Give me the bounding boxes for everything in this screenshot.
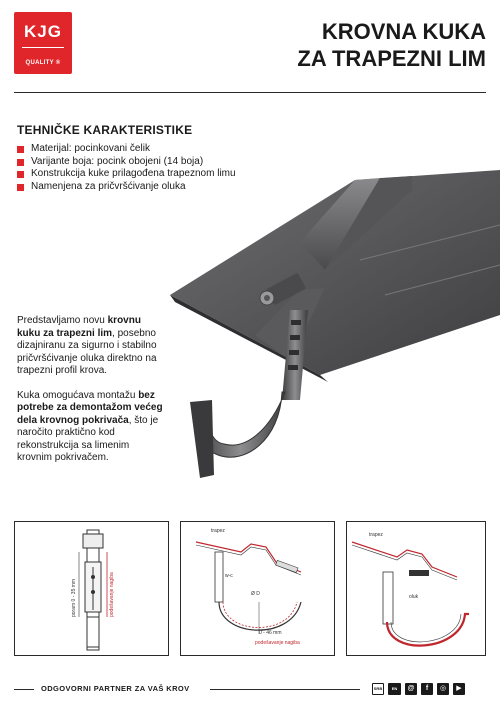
diagram-label: Ø D: [251, 591, 260, 597]
youtube-icon[interactable]: ▶: [453, 683, 465, 695]
page-title: [297, 18, 486, 72]
roof-sheet: [170, 170, 500, 375]
footer-slogan: ODGOVORNI PARTNER ZA VAŠ KROV: [41, 684, 190, 693]
diagram-label: 0 - 46 mm: [259, 630, 282, 636]
brand-logo: [14, 12, 72, 74]
features-heading: TEHNIČKE KARAKTERISTIKE: [17, 123, 193, 137]
product-description: [17, 315, 167, 477]
description-paragraph: Kuka omogućava montažu bez potrebe za demontažom većeg dela krovnog pokrivača, što je naročito praktično kod rekonstrukcija sa limenim krovnim pokrivačem.: [17, 389, 163, 463]
instagram-icon[interactable]: ◎: [437, 683, 449, 695]
diagram-label: podešavanje nagiba: [255, 640, 300, 646]
diagram-label: trapez: [369, 532, 383, 538]
facebook-icon[interactable]: f: [421, 683, 433, 695]
title-line-2: ZA TRAPEZNI LIM: [297, 46, 486, 71]
logo-text: KJG: [24, 22, 62, 41]
hero-illustration: [150, 130, 500, 500]
footer-badges: [372, 683, 465, 695]
diagram-label: poram 0 - 35 mm: [71, 578, 77, 617]
header-divider: [14, 92, 486, 93]
title-line-1: KROVNA KUKA: [321, 19, 486, 44]
diagram-label: podešavanje nagiba: [109, 572, 115, 617]
diagram-front-view: [14, 521, 169, 656]
feature-item: Materijal: pocinkovani čelik: [17, 143, 236, 156]
feature-item: Konstrukcija kuke prilagođena trapeznom limu: [17, 168, 236, 181]
diagram-side-view: [180, 521, 335, 656]
footer-divider-right: [210, 689, 360, 690]
feature-item: Namenjena za pričvršćivanje oluka: [17, 181, 236, 194]
diagram-installed-view: [346, 521, 486, 656]
diagram-label: trapez: [211, 528, 225, 534]
email-icon[interactable]: @: [405, 683, 417, 695]
language-badge[interactable]: EN: [388, 683, 401, 695]
feature-item: Varijante boja: pocink obojeni (14 boja): [17, 156, 236, 169]
diagram-label: w-c: [225, 573, 233, 579]
language-badge[interactable]: SRB: [372, 683, 384, 695]
hook-tip: [190, 400, 214, 478]
footer-divider-left: [14, 689, 34, 690]
description-paragraph: Predstavljamo novu krovnu kuku za trapezni lim, posebno dizajniranu za sigurno i stabilno pričvršćivanje oluka direktno na trapezni profil krova.: [17, 315, 157, 376]
logo-divider: [22, 47, 64, 48]
logo-tagline: QUALITY ®: [25, 60, 61, 66]
diagram-label: oluk: [409, 594, 419, 600]
